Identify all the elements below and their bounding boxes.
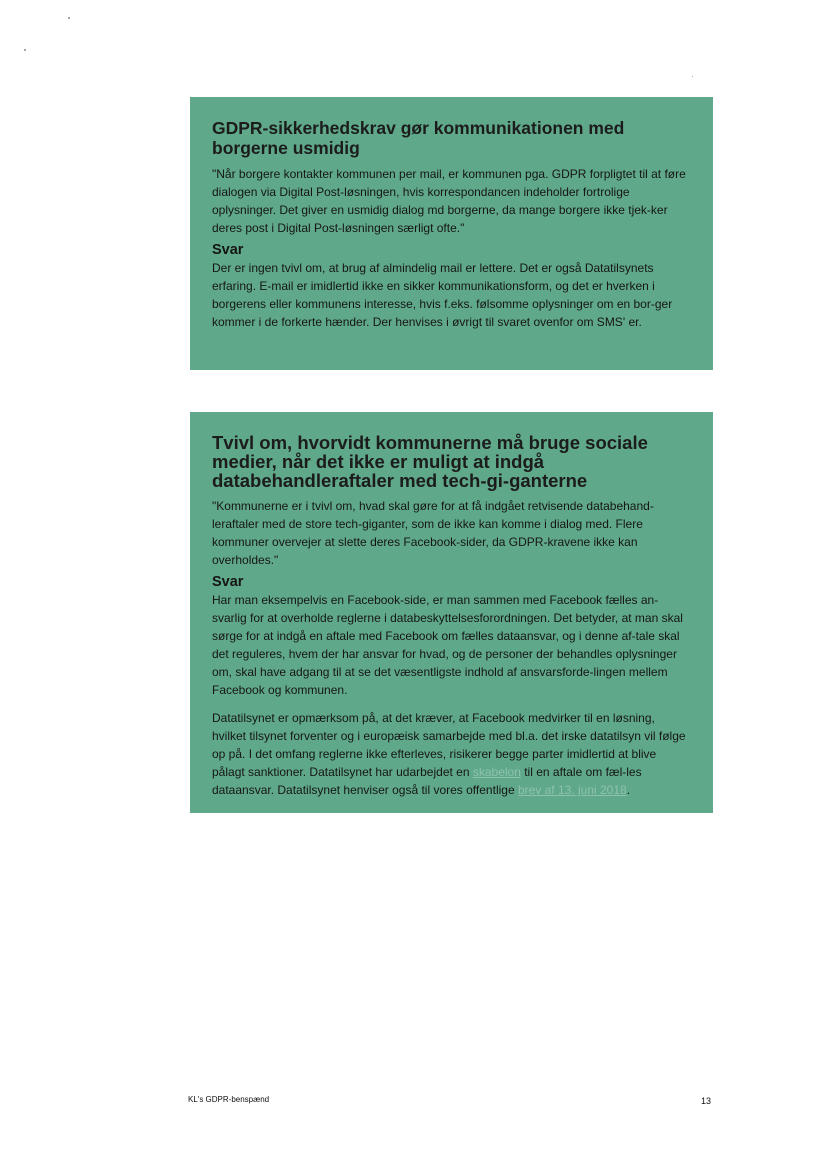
box2-title: Tvivl om, hvorvidt kommunerne må bruge sociale medier, når det ikke er muligt at indgå databehandleraftaler med tech-gi-ganterne	[212, 432, 648, 491]
scan-speck	[68, 17, 70, 19]
question-box-2	[190, 412, 713, 813]
footer-document-title: KL's GDPR-benspænd	[188, 1095, 270, 1104]
box1-title: GDPR-sikkerhedskrav gør kommunikationen med borgerne usmidig	[212, 118, 625, 158]
box2-para2-text-c: .	[626, 783, 631, 797]
box1-quote: "Når borgere kontakter kommunen per mail, er kommunen pga. GDPR forpligtet til at føre dialogen via Digital Post-løsningen, hvis korrespondancen indeholder fortrolige oplysninger. Det giver en usmidig dialog md borgerne, da mange borgere ikke tjek-ker deres post i Digital Post-løsningen særligt ofte."	[212, 167, 686, 235]
box2-answer: Har man eksempelvis en Facebook-side, er man sammen med Facebook fælles an-svarlig for at overholde reglerne i databeskyttelsesforordningen. Det betyder, at man skal sørge for at indgå en aftale med Facebook om fælles dataansvar, og i denne af-tale skal det reguleres, hvem der har ansvar for hvad, og de personer der behandles oplysninger om, skal have adgang til at se det væsentligste indhold af ansvarsforde-lingen mellem Facebook og kommunen.	[212, 593, 683, 697]
box2-answer-heading: Svar	[212, 574, 244, 590]
question-box-1	[190, 97, 713, 370]
letter-link[interactable]: brev af 13. juni 2018	[517, 783, 627, 797]
box1-answer: Der er ingen tvivl om, at brug af almindelig mail er lettere. Det er også Datatilsynets erfaring. E-mail er imidlertid ikke en sikker kommunikationsform, og det er hverken i borgerens eller kommunens interesse, hvis f.eks. følsomme oplysninger om en bor-ger kommer i de forkerte hænder. Der henvises i øvrigt til svaret ovenfor om SMS' er.	[212, 261, 673, 329]
scan-speck	[692, 76, 693, 77]
template-link[interactable]: skabelon	[472, 765, 521, 779]
box2-paragraph-2	[212, 709, 691, 799]
box2-para2-text-b: til en aftale om fæl-les dataansvar. Datatilsynet henviser også til vores offentlige	[212, 765, 642, 797]
footer-page-number: 13	[701, 1096, 712, 1106]
box2-quote: "Kommunerne er i tvivl om, hvad skal gøre for at få indgået retvisende databehand-leraftaler med de store tech-giganter, som de ikke kan komme i dialog med. Flere kommuner overvejer at slette deres Facebook-sider, da GDPR-kravene ikke kan overholdes."	[212, 499, 654, 567]
scan-speck	[24, 49, 26, 51]
box2-para2-text-a: Datatilsynet er opmærksom på, at det kræver, at Facebook medvirker til en løsning, hvilket tilsynet forventer og i europæisk samarbejde med bl.a. det irske datatilsyn vil følge op på. I det omfang reglerne ikke efterleves, risikerer begge parter imidlertid at blive pålagt sanktioner. Datatilsynet har udarbejdet en	[212, 711, 686, 779]
box1-answer-heading: Svar	[212, 242, 244, 258]
